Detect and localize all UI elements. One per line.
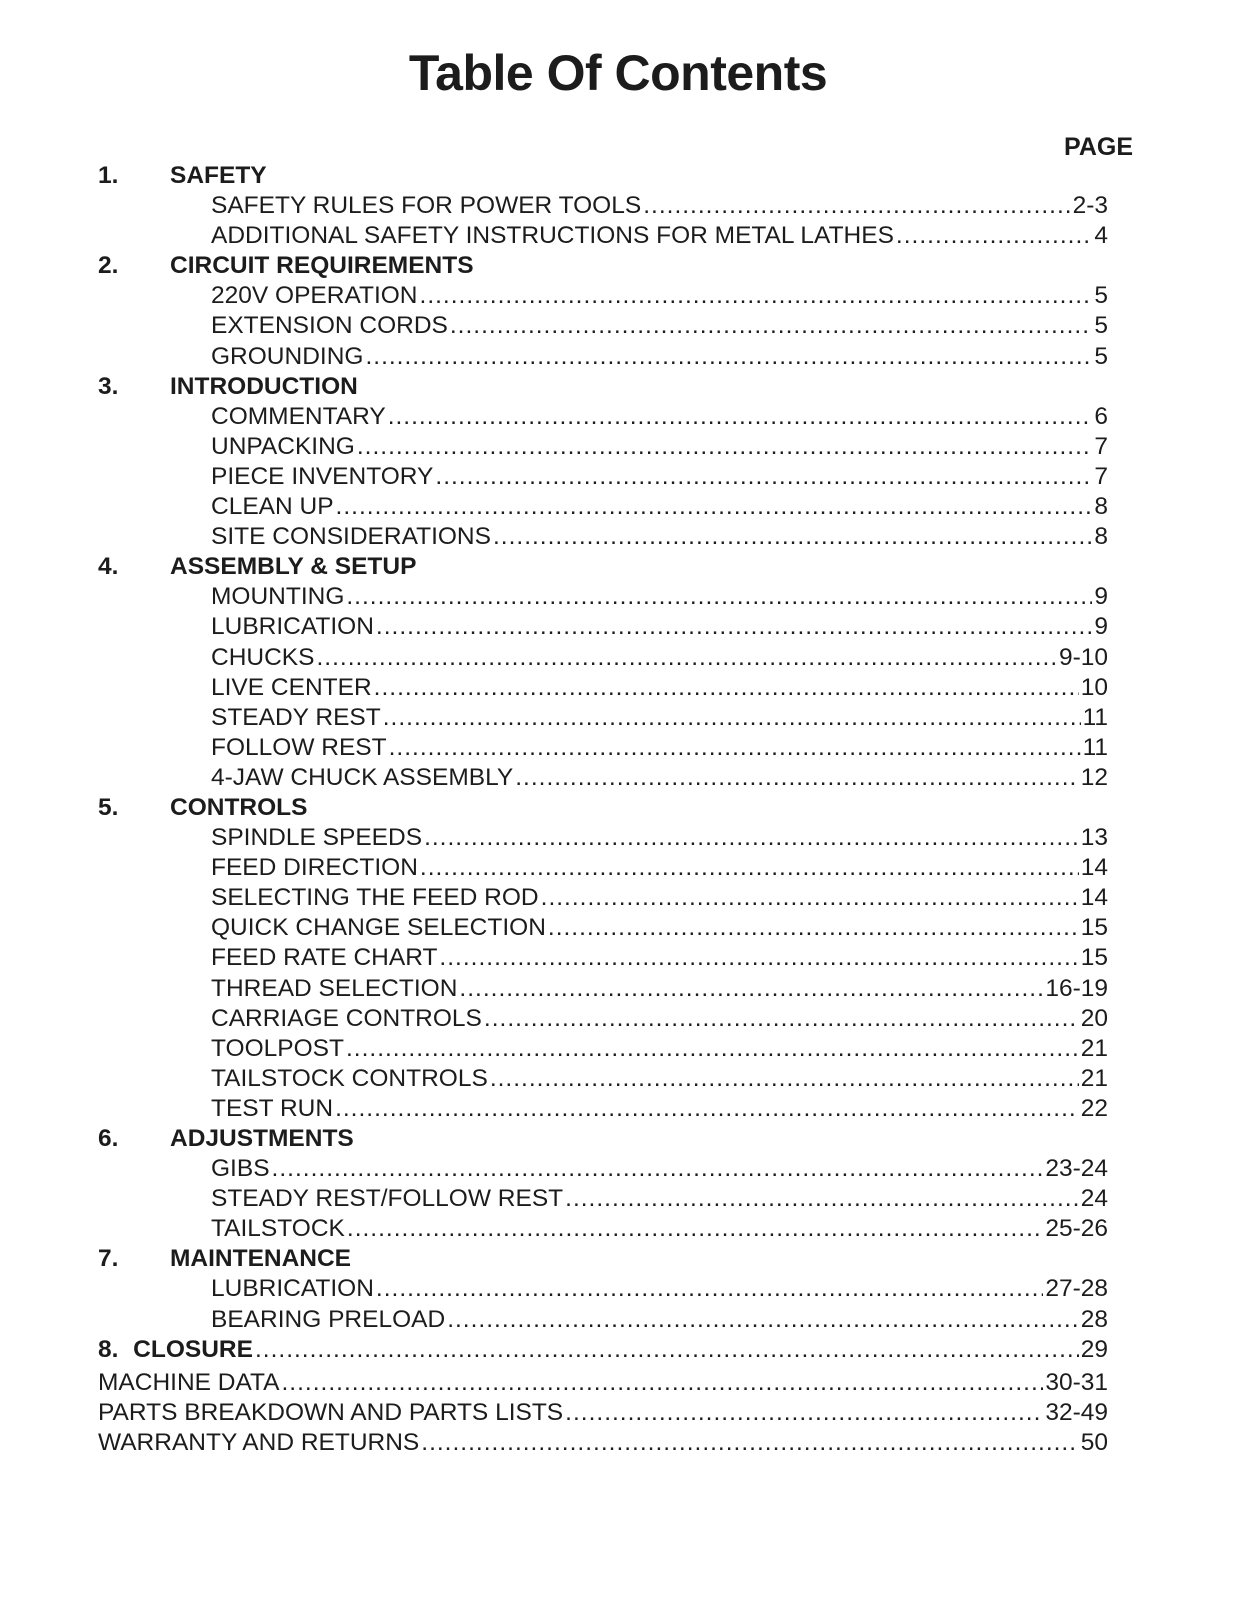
- page-number: 50: [1080, 1428, 1108, 1456]
- dot-leader: [376, 612, 1092, 642]
- toc-section-heading: [98, 372, 1108, 402]
- entry-label: QUICK CHANGE SELECTION: [211, 914, 546, 942]
- entry-label: MACHINE DATA: [98, 1368, 280, 1396]
- toc-entry: [98, 1064, 1108, 1094]
- dot-leader: [335, 1094, 1079, 1124]
- section-number: 3.: [98, 372, 119, 400]
- page-number: 7: [1094, 432, 1108, 460]
- dot-leader: [493, 522, 1092, 552]
- toc-entry: [98, 1274, 1108, 1304]
- entry-label: STEADY REST: [211, 703, 381, 731]
- toc-entry: [98, 643, 1108, 673]
- section-number: 7.: [98, 1245, 119, 1273]
- toc-section-heading: [98, 161, 1108, 191]
- toc-section-heading: [98, 1124, 1108, 1154]
- page-number: 5: [1094, 342, 1108, 370]
- section-title: INTRODUCTION: [170, 372, 358, 400]
- entry-label: TOOLPOST: [211, 1034, 344, 1062]
- toc-entry: [98, 522, 1108, 552]
- table-of-contents: [98, 161, 1108, 1458]
- toc-entry: [98, 883, 1108, 913]
- toc-entry: [98, 673, 1108, 703]
- entry-label: TAILSTOCK: [211, 1215, 345, 1243]
- page-number: 9: [1094, 613, 1108, 641]
- page-number: 13: [1080, 824, 1108, 852]
- toc-entry: [98, 823, 1108, 853]
- dot-leader: [365, 342, 1092, 372]
- section-number: 1.: [98, 162, 119, 189]
- dot-leader: [420, 853, 1079, 883]
- page-number: 23-24: [1045, 1155, 1108, 1183]
- section-number: 4.: [98, 553, 119, 581]
- toc-entry: [98, 1184, 1108, 1214]
- toc-entry: [98, 853, 1108, 883]
- section-number: 2.: [98, 252, 119, 280]
- entry-label: FEED RATE CHART: [211, 944, 438, 972]
- toc-entry: [98, 462, 1108, 492]
- entry-label: STEADY REST/FOLLOW REST: [211, 1185, 564, 1213]
- page-number: 29: [1080, 1335, 1108, 1363]
- entry-label: SPINDLE SPEEDS: [211, 824, 423, 852]
- dot-leader: [346, 1034, 1079, 1064]
- dot-leader: [420, 281, 1093, 311]
- dot-leader: [439, 943, 1078, 973]
- toc-section-heading: [98, 251, 1108, 281]
- entry-label: CLEAN UP: [211, 493, 334, 521]
- entry-label: SAFETY RULES FOR POWER TOOLS: [211, 192, 642, 220]
- page-number: 7: [1094, 462, 1108, 490]
- toc-entry: [98, 221, 1108, 251]
- page-number: 11: [1082, 733, 1108, 761]
- section-title: CONTROLS: [170, 793, 308, 821]
- section-title: SAFETY: [170, 162, 267, 189]
- page-number: 14: [1080, 884, 1108, 912]
- page-number: 16-19: [1045, 974, 1108, 1002]
- page-number: 28: [1080, 1305, 1108, 1333]
- toc-entry: [98, 492, 1108, 522]
- entry-label: FEED DIRECTION: [211, 854, 418, 882]
- entry-label: 220V OPERATION: [211, 282, 418, 310]
- page-number: 22: [1080, 1094, 1108, 1122]
- toc-entry: [98, 703, 1108, 733]
- toc-entry: [98, 763, 1108, 793]
- page-number: 30-31: [1045, 1368, 1108, 1396]
- page-number: 21: [1080, 1064, 1108, 1092]
- toc-entry: [98, 1094, 1108, 1124]
- dot-leader: [316, 643, 1056, 673]
- entry-label: PARTS BREAKDOWN AND PARTS LISTS: [98, 1398, 564, 1426]
- toc-entry: [98, 1154, 1108, 1184]
- page-number: 14: [1080, 854, 1108, 882]
- toc-entry: [98, 311, 1108, 341]
- toc-section-heading: [98, 793, 1108, 823]
- page-number: 9: [1094, 583, 1108, 611]
- dot-leader: [548, 913, 1079, 943]
- dot-leader: [450, 311, 1092, 341]
- toc-entry: [98, 1305, 1108, 1335]
- entry-label: PIECE INVENTORY: [211, 462, 434, 490]
- page-number: 10: [1080, 673, 1108, 701]
- entry-label: LUBRICATION: [211, 613, 374, 641]
- dot-leader: [424, 823, 1079, 853]
- section-title: ADJUSTMENTS: [170, 1125, 354, 1152]
- entry-label: UNPACKING: [211, 432, 355, 460]
- entry-label: SITE CONSIDERATIONS: [211, 523, 491, 551]
- section-number: 5.: [98, 793, 119, 821]
- dot-leader: [388, 402, 1093, 432]
- page-title: Table Of Contents: [408, 45, 828, 101]
- entry-label: CARRIAGE CONTROLS: [211, 1004, 482, 1032]
- toc-appendix-entry: [98, 1398, 1108, 1428]
- dot-leader: [347, 1214, 1043, 1244]
- page-number: 21: [1080, 1034, 1108, 1062]
- toc-entry: [98, 733, 1108, 763]
- section-number: 6.: [98, 1125, 119, 1152]
- toc-entry: [98, 913, 1108, 943]
- dot-leader: [336, 492, 1093, 522]
- toc-entry: [98, 342, 1108, 372]
- dot-leader: [565, 1184, 1079, 1214]
- toc-entry: [98, 943, 1108, 973]
- page-number: 6: [1094, 402, 1108, 430]
- section-title: CIRCUIT REQUIREMENTS: [170, 252, 474, 280]
- section-title: ASSEMBLY & SETUP: [170, 553, 417, 581]
- toc-entry: [98, 582, 1108, 612]
- page-number: 11: [1082, 703, 1108, 731]
- entry-label: TAILSTOCK CONTROLS: [211, 1064, 488, 1092]
- dot-leader: [541, 883, 1079, 913]
- entry-label: THREAD SELECTION: [211, 974, 458, 1002]
- entry-label: WARRANTY AND RETURNS: [98, 1428, 420, 1456]
- page-number: 25-26: [1045, 1215, 1108, 1243]
- toc-entry: [98, 281, 1108, 311]
- toc-section-heading: [98, 552, 1108, 582]
- entry-label: FOLLOW REST: [211, 733, 387, 761]
- toc-entry: [98, 191, 1108, 221]
- dot-leader: [374, 673, 1079, 703]
- section-number: 8.: [98, 1335, 119, 1363]
- entry-label: BEARING PRELOAD: [211, 1305, 446, 1333]
- dot-leader: [421, 1428, 1078, 1458]
- page-number: 15: [1080, 944, 1108, 972]
- entry-label: COMMENTARY: [211, 402, 386, 430]
- page-column-label: PAGE: [1064, 133, 1133, 161]
- dot-leader: [896, 221, 1092, 251]
- toc-entry: [98, 1034, 1108, 1064]
- dot-leader: [435, 462, 1092, 492]
- dot-leader: [282, 1368, 1044, 1398]
- dot-leader: [565, 1398, 1043, 1428]
- dot-leader: [484, 1004, 1079, 1034]
- toc-appendix-entry: [98, 1428, 1108, 1458]
- toc-section-with-page: [98, 1335, 1108, 1365]
- page-number: 15: [1080, 914, 1108, 942]
- entry-label: CHUCKS: [211, 643, 315, 671]
- dot-leader: [389, 733, 1081, 763]
- dot-leader: [376, 1274, 1043, 1304]
- page-number: 2-3: [1072, 192, 1108, 220]
- entry-label: SELECTING THE FEED ROD: [211, 884, 539, 912]
- toc-appendix-entry: [98, 1368, 1108, 1398]
- dot-leader: [255, 1335, 1079, 1365]
- page-number: 8: [1094, 493, 1108, 521]
- page-number: 8: [1094, 523, 1108, 551]
- toc-entry: [98, 1004, 1108, 1034]
- entry-label: LIVE CENTER: [211, 673, 372, 701]
- page-number: 24: [1080, 1185, 1108, 1213]
- entry-label: EXTENSION CORDS: [211, 312, 448, 340]
- page-number: 9-10: [1058, 643, 1108, 671]
- toc-entry: [98, 1214, 1108, 1244]
- dot-leader: [515, 763, 1079, 793]
- entry-label: ADDITIONAL SAFETY INSTRUCTIONS FOR METAL LATHES: [211, 222, 894, 250]
- toc-section-heading: [98, 1244, 1108, 1274]
- entry-label: GROUNDING: [211, 342, 364, 370]
- page-number: 20: [1080, 1004, 1108, 1032]
- section-title: CLOSURE: [133, 1335, 253, 1363]
- toc-entry: [98, 432, 1108, 462]
- page-number: 5: [1094, 312, 1108, 340]
- toc-entry: [98, 974, 1108, 1004]
- page-number: 5: [1094, 282, 1108, 310]
- page-number: 27-28: [1045, 1275, 1108, 1303]
- dot-leader: [357, 432, 1093, 462]
- dot-leader: [490, 1064, 1079, 1094]
- dot-leader: [447, 1305, 1079, 1335]
- dot-leader: [272, 1154, 1044, 1184]
- page-number: 32-49: [1045, 1398, 1108, 1426]
- dot-leader: [383, 703, 1081, 733]
- section-title: MAINTENANCE: [170, 1245, 352, 1273]
- page-number: 4: [1094, 222, 1108, 250]
- toc-entry: [98, 612, 1108, 642]
- entry-label: 4-JAW CHUCK ASSEMBLY: [211, 763, 514, 791]
- entry-label: TEST RUN: [211, 1094, 334, 1122]
- dot-leader: [643, 191, 1070, 221]
- entry-label: GIBS: [211, 1155, 270, 1183]
- dot-leader: [459, 974, 1043, 1004]
- page-number: 12: [1080, 763, 1108, 791]
- toc-entry: [98, 402, 1108, 432]
- dot-leader: [346, 582, 1092, 612]
- entry-label: LUBRICATION: [211, 1275, 374, 1303]
- entry-label: MOUNTING: [211, 583, 345, 611]
